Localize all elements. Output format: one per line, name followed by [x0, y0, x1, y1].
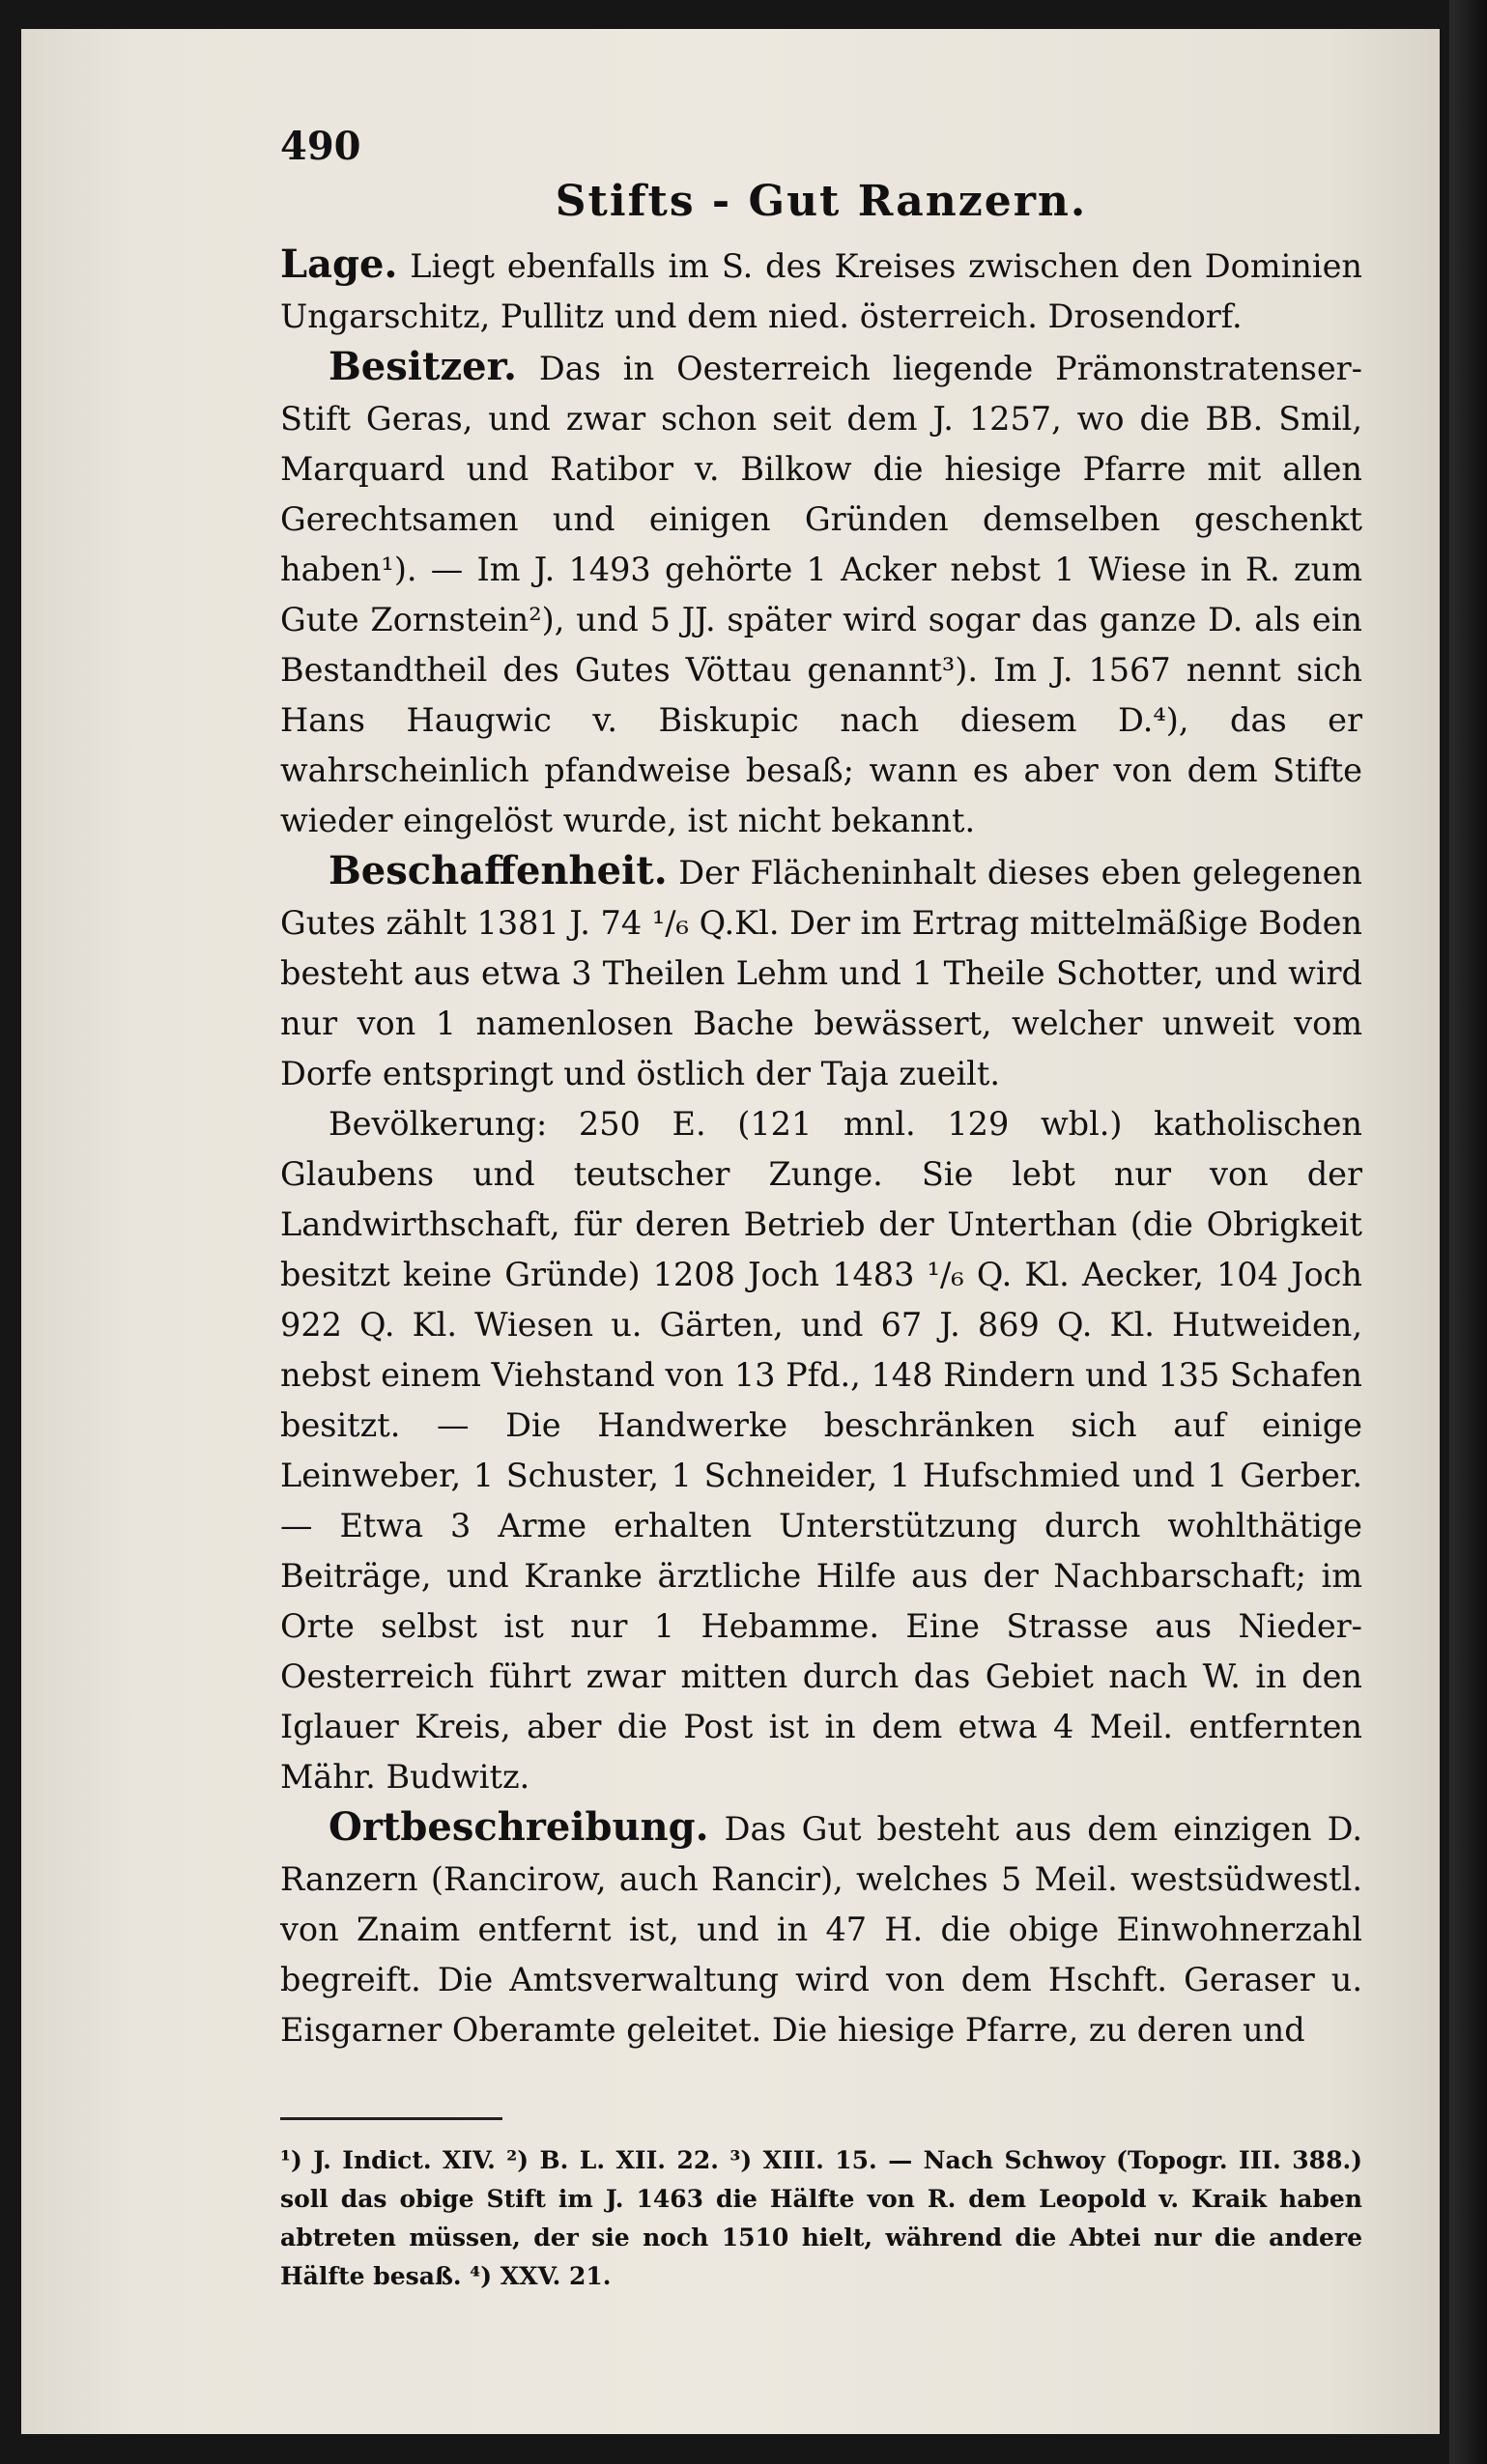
footnote-divider [280, 2117, 502, 2120]
paragraph-beschaffenheit-heading: Beschaffenheit. [329, 848, 668, 893]
paragraph-besitzer [280, 342, 1362, 846]
page-number: 490 [280, 124, 361, 169]
paragraph-ortbeschreibung [280, 1802, 1362, 2055]
paragraph-besitzer-text: Das in Oesterreich liegende Prämonstratenser-Stift Geras, und zwar schon seit dem J. 1257, wo die BB. Smil, Marquard und Ratibor v. Bilkow die hiesige Pfarre mit allen Gerechtsamen und einigen Gründen demselben geschenkt haben¹). — Im J. 1493 gehörte 1 Acker nebst 1 Wiese in R. zum Gute Zornstein²), und 5 JJ. später wird sogar das ganze D. als ein Bestandtheil des Gutes Vöttau genannt³). Im J. 1567 nennt sich Hans Haugwic v. Biskupic nach diesem D.⁴), das er wahrscheinlich pfandweise besaß; wann es aber von dem Stifte wieder eingelöst wurde, ist nicht bekannt. [280, 350, 1362, 839]
page-edge-shadow [1449, 0, 1487, 2464]
paragraph-lage [280, 240, 1362, 342]
paragraph-lage-heading: Lage. [280, 241, 398, 287]
paragraph-lage-text: Liegt ebenfalls im S. des Kreises zwischen den Dominien Ungarschitz, Pullitz und dem nied. österreich. Drosendorf. [280, 247, 1362, 335]
page-text-block [280, 106, 1362, 2296]
paragraph-ortbeschreibung-heading: Ortbeschreibung. [329, 1804, 709, 1850]
paragraph-besitzer-heading: Besitzer. [329, 344, 517, 389]
paragraph-beschaffenheit-text: Der Flächeninhalt dieses eben gelegenen Gutes zählt 1381 J. 74 ¹/₆ Q.Kl. Der im Ertrag mittelmäßige Boden besteht aus etwa 3 Theilen Lehm und 1 Theile Schotter, und wird nur von 1 namenlosen Bache bewässert, welcher unweit vom Dorfe entspringt und östlich der Taja zueilt. [280, 854, 1362, 1092]
paragraph-ortbeschreibung-text: Das Gut besteht aus dem einzigen D. Ranzern (Rancirow, auch Rancir), welches 5 Meil. westsüdwestl. von Znaim entfernt ist, und in 47 H. die obige Einwohnerzahl begreift. Die Amtsverwaltung wird von dem Hschft. Geraser u. Eisgarner Oberamte geleitet. Die hiesige Pfarre, zu deren und [280, 1810, 1362, 2049]
page-title: Stifts - Gut Ranzern. [555, 177, 1088, 226]
paragraph-bevoelkerung-text: Bevölkerung: 250 E. (121 mnl. 129 wbl.) katholischen Glaubens und teutscher Zunge. Sie lebt nur von der Landwirthschaft, für deren Betrieb der Unterthan (die Obrigkeit besitzt keine Gründe) 1208 Joch 1483 ¹/₆ Q. Kl. Aecker, 104 Joch 922 Q. Kl. Wiesen u. Gärten, und 67 J. 869 Q. Kl. Hutweiden, nebst einem Viehstand von 13 Pfd., 148 Rindern und 135 Schafen besitzt. — Die Handwerke beschränken sich auf einige Leinweber, 1 Schuster, 1 Schneider, 1 Hufschmied und 1 Gerber. — Etwa 3 Arme erhalten Unterstützung durch wohlthätige Beiträge, und Kranke ärztliche Hilfe aus der Nachbarschaft; im Orte selbst ist nur 1 Hebamme. Eine Strasse aus Nieder-Oesterreich führt zwar mitten durch das Gebiet nach W. in den Iglauer Kreis, aber die Post ist in dem etwa 4 Meil. entfernten Mähr. Budwitz. [280, 1105, 1362, 1796]
paragraph-bevoelkerung [280, 1099, 1362, 1802]
footnotes: ¹) J. Indict. XIV. ²) B. L. XII. 22. ³) XIII. 15. — Nach Schwoy (Topogr. III. 388.) soll das obige Stift im J. 1463 die Hälfte von R. dem Leopold v. Kraik haben abtreten müssen, der sie noch 1510 hielt, während die Abtei nur die andere Hälfte besaß. ⁴) XXV. 21. [280, 2146, 1362, 2290]
paragraph-beschaffenheit [280, 846, 1362, 1099]
